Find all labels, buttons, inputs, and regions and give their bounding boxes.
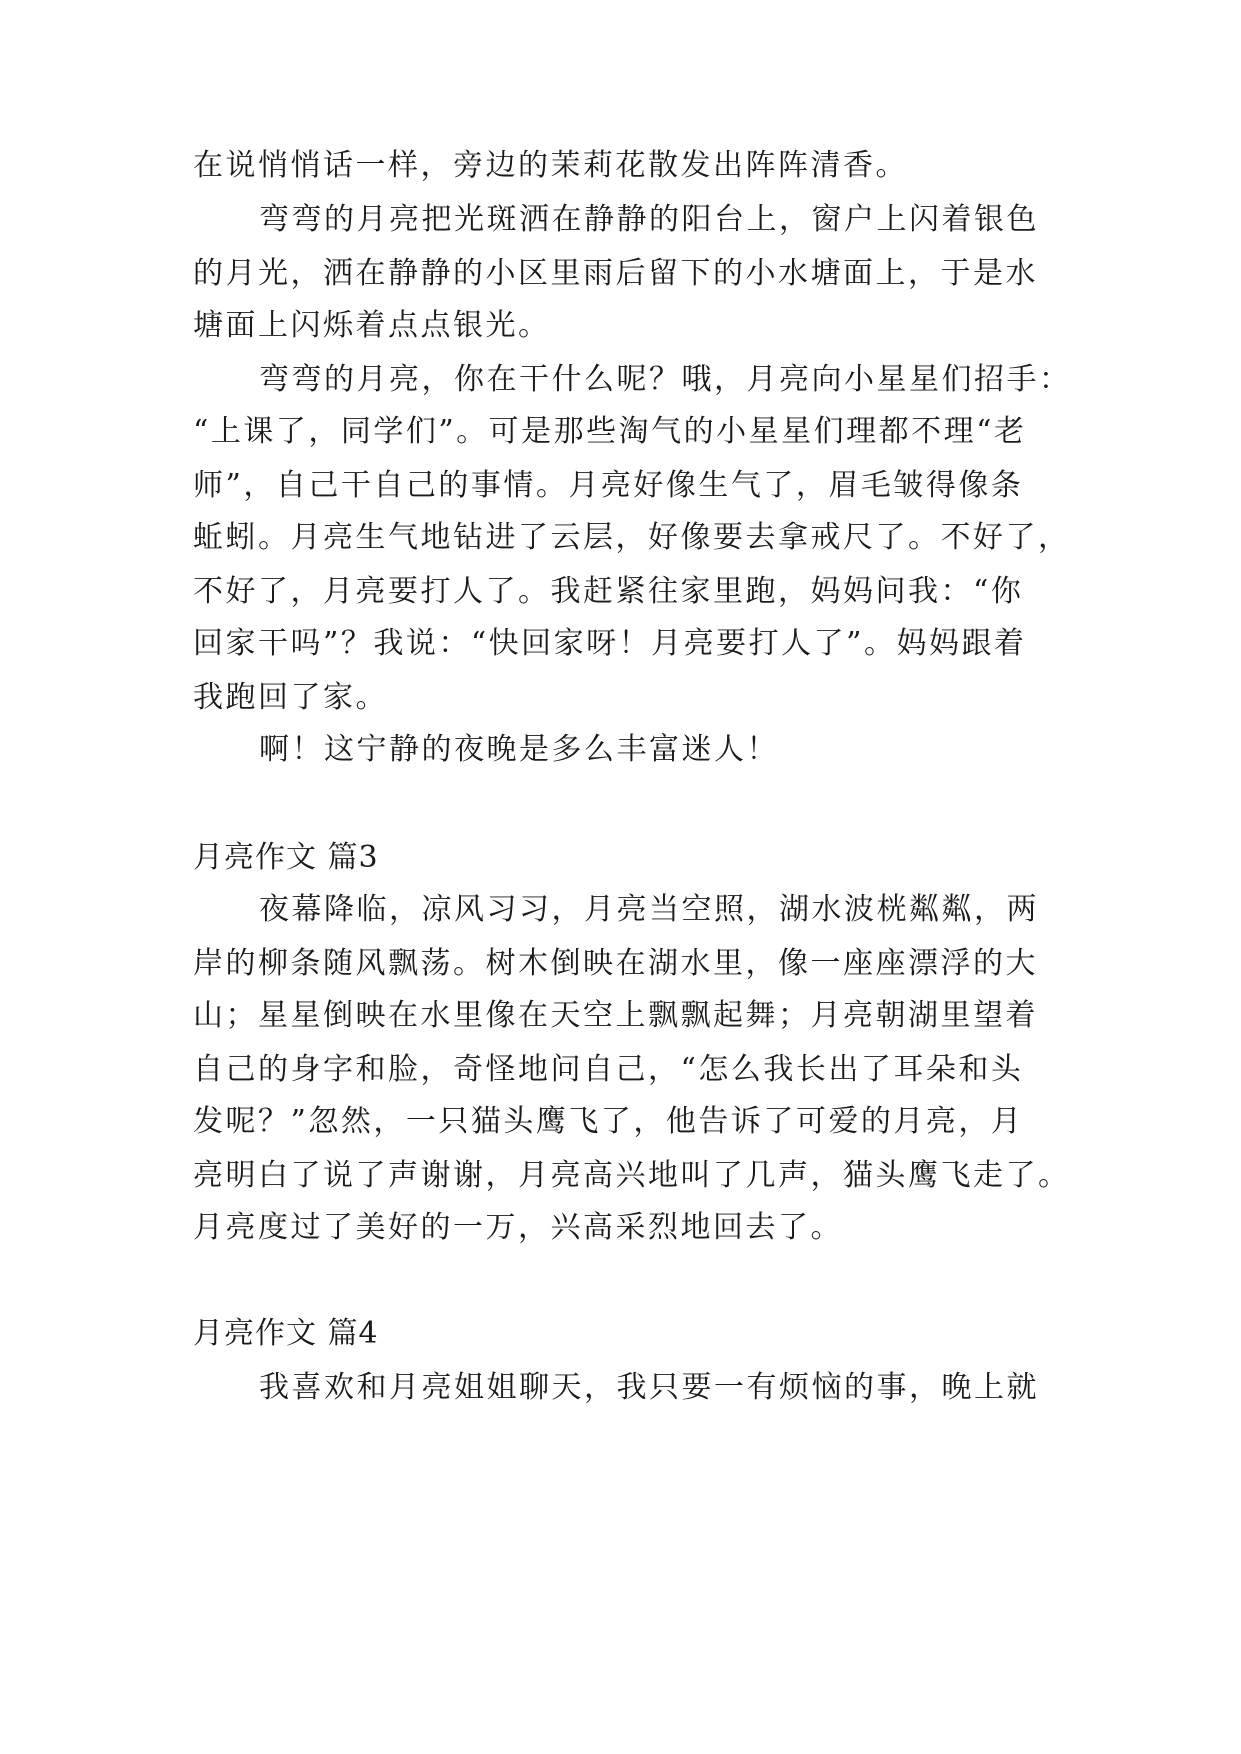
text-line: 自己的身字和脸，奇怪地问自己，“怎么我长出了耳朵和头 xyxy=(193,1052,1024,1087)
text-line: 啊！这宁静的夜晚是多么丰富迷人！ xyxy=(259,732,779,767)
text-line: 蚯蚓。月亮生气地钻进了云层，好像要去拿戒尺了。不好了， xyxy=(193,520,1071,555)
text-line: 师”，自己干自己的事情。月亮好像生气了，眉毛皱得像条 xyxy=(193,468,1024,503)
text-line: 在说悄悄话一样，旁边的茉莉花散发出阵阵清香。 xyxy=(193,148,908,183)
text-line: 岸的柳条随风飘荡。树木倒映在湖水里，像一座座漂浮的大 xyxy=(193,946,1038,981)
text-line: 亮明白了说了声谢谢，月亮高兴地叫了几声，猫头鹰飞走了。 xyxy=(193,1158,1071,1193)
text-line: 发呢？”忽然，一只猫头鹰飞了，他告诉了可爱的月亮，月 xyxy=(193,1104,1024,1139)
text-line: “上课了，同学们”。可是那些淘气的小星星们理都不理“老 xyxy=(193,414,1027,449)
text-line: 我跑回了家。 xyxy=(193,680,388,715)
text-line: 弯弯的月亮把光斑洒在静静的阳台上，窗户上闪着银色 xyxy=(259,202,1039,237)
text-line: 月亮度过了美好的一万，兴高采烈地回去了。 xyxy=(193,1210,843,1245)
text-line: 弯弯的月亮，你在干什么呢？哦，月亮向小星星们招手： xyxy=(259,362,1072,397)
text-line: 夜幕降临，凉风习习，月亮当空照，湖水波桄粼粼，两 xyxy=(259,892,1039,927)
section-heading: 月亮作文 篇3 xyxy=(193,840,379,875)
text-line: 不好了，月亮要打人了。我赶紧往家里跑，妈妈问我：“你 xyxy=(193,574,1024,609)
section-heading: 月亮作文 篇4 xyxy=(193,1316,379,1351)
text-line: 山；星星倒映在水里像在天空上飘飘起舞；月亮朝湖里望着 xyxy=(193,998,1038,1033)
text-line: 塘面上闪烁着点点银光。 xyxy=(193,308,551,343)
text-line: 我喜欢和月亮姐姐聊天，我只要一有烦恼的事，晚上就 xyxy=(259,1370,1039,1405)
text-line: 的月光，洒在静静的小区里雨后留下的小水塘面上，于是水 xyxy=(193,256,1038,291)
text-line: 回家干吗”？我说：“快回家呀！月亮要打人了”。妈妈跟着 xyxy=(193,626,1027,661)
